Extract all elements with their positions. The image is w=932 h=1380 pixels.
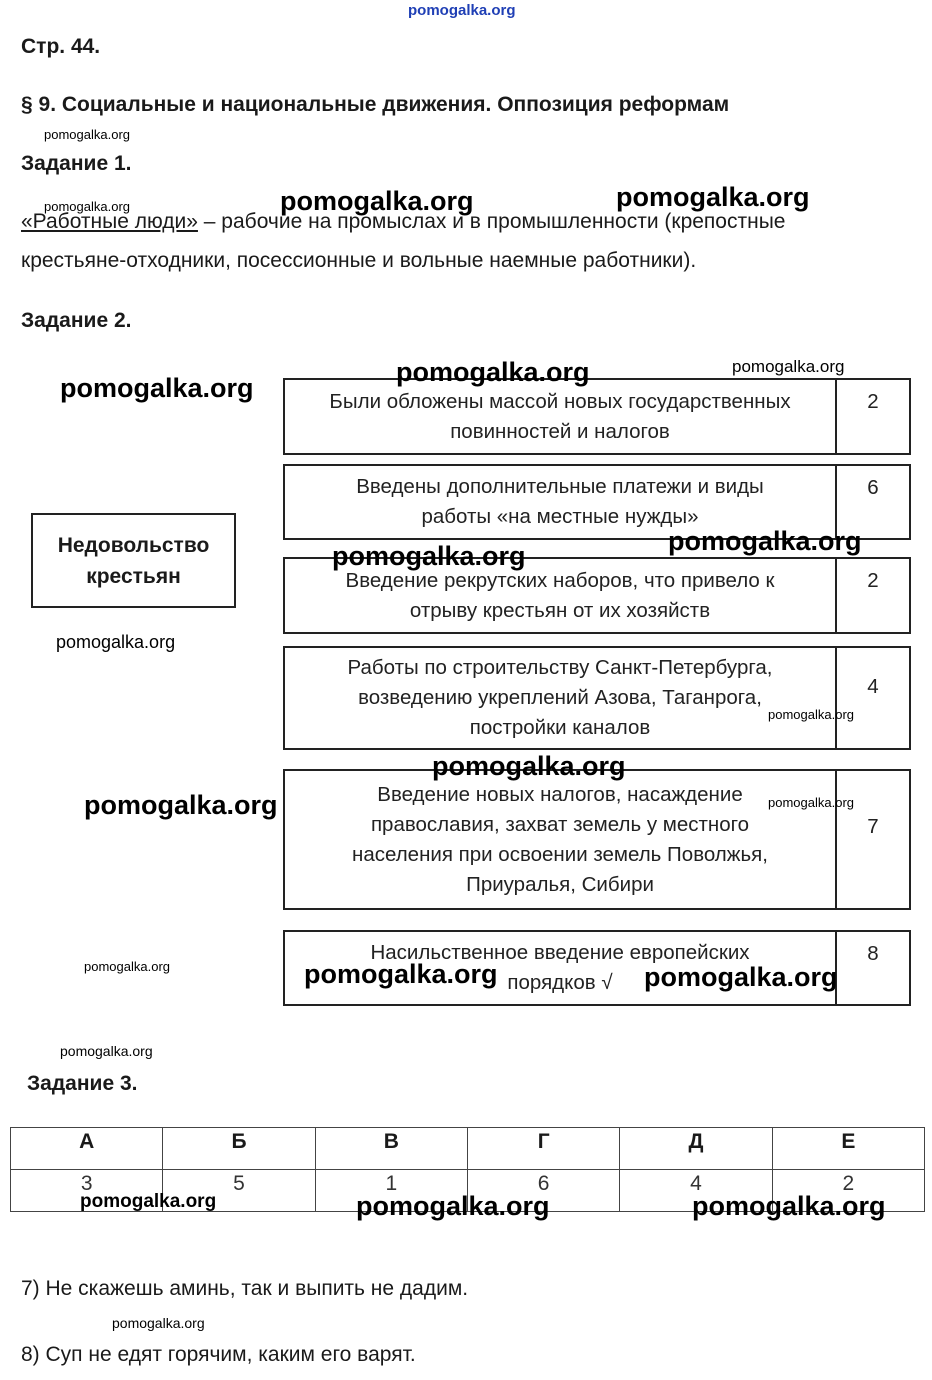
watermark-big: pomogalka.org: [356, 1191, 550, 1221]
item-text: [285, 380, 835, 453]
center-line-1: Недовольство: [57, 533, 210, 557]
watermark-big: pomogalka.org: [432, 751, 626, 781]
watermark-big: pomogalka.org: [280, 186, 474, 216]
task1-line1-rest: – рабочие на промыслах и в промышленности (крепостные: [197, 210, 786, 233]
proverb-8: 8) Суп не едят горячим, каким его варят.: [21, 1343, 416, 1366]
watermark-big: pomogalka.org: [616, 182, 810, 212]
watermark-big: pomogalka.org: [304, 959, 498, 989]
watermark-big: pomogalka.org: [396, 357, 590, 387]
watermark-small: pomogalka.org: [768, 707, 854, 722]
watermark-small: pomogalka.org: [112, 1315, 205, 1331]
item-line: порядков √: [507, 971, 613, 994]
item-number: 2: [835, 380, 909, 453]
item-line: Введение новых налогов, насаждение: [377, 782, 743, 806]
table-cell: 1: [315, 1170, 467, 1212]
task2-title: Задание 2.: [21, 309, 132, 332]
watermark-small: pomogalka.org: [732, 357, 845, 376]
item-line: постройки каналов: [469, 716, 651, 739]
watermark-big: pomogalka.org: [644, 962, 838, 992]
task1-term: «Работные люди»: [21, 210, 198, 233]
item-line: Введены дополнительные платежи и виды: [356, 475, 764, 498]
task1-line2: крестьяне-отходники, посессионные и вольные наемные работники).: [21, 249, 697, 272]
table-cell: 5: [163, 1170, 315, 1212]
table-header-row: [11, 1128, 925, 1170]
item-number: 2: [835, 559, 909, 632]
task1-title: Задание 1.: [21, 152, 132, 175]
item-line: повинностей и налогов: [450, 419, 670, 443]
item-number: 7: [835, 771, 909, 908]
table-cell: 4: [620, 1170, 772, 1212]
watermark-small: pomogalka.org: [56, 632, 176, 652]
center-line-2: крестьян: [86, 564, 181, 588]
table-header-cell: Б: [163, 1128, 315, 1170]
item-line: православия, захват земель у местного: [370, 812, 750, 836]
watermark-small: pomogalka.org: [84, 959, 170, 974]
watermark-big: pomogalka.org: [668, 526, 862, 556]
watermark-big: pomogalka.org: [692, 1191, 886, 1221]
item-line: отрыву крестьян от их хозяйств: [409, 598, 711, 622]
watermark-big: pomogalka.org: [60, 373, 254, 403]
watermark-big: pomogalka.org: [332, 541, 526, 571]
watermark-big: pomogalka.org: [84, 790, 278, 820]
item-text: [285, 771, 835, 908]
item-text: [285, 648, 835, 748]
item-box-4: [283, 646, 911, 750]
item-line: Приуралья, Сибири: [466, 872, 654, 896]
table-cell: 3: [11, 1170, 163, 1212]
watermark-small: pomogalka.org: [80, 1191, 217, 1212]
table-header-cell: Д: [620, 1128, 772, 1170]
item-line: возведению укреплений Азова, Таганрога,: [358, 686, 762, 709]
item-line: работы «на местные нужды»: [421, 505, 699, 528]
item-box-1: [283, 378, 911, 455]
item-line: населения при освоении земель Поволжья,: [352, 842, 768, 866]
proverb-7: 7) Не скажешь аминь, так и выпить не дадим.: [21, 1277, 469, 1300]
item-number: 8: [835, 932, 909, 1004]
watermark-small: pomogalka.org: [44, 127, 130, 142]
table-header-cell: Е: [772, 1128, 924, 1170]
section-title: § 9. Социальные и национальные движения. Оппозиция реформам: [21, 93, 730, 116]
watermark-small: pomogalka.org: [60, 1043, 153, 1059]
item-line: Введение рекрутских наборов, что привело к: [345, 568, 775, 592]
watermark-small: pomogalka.org: [44, 199, 130, 214]
table-header-cell: В: [315, 1128, 467, 1170]
table-header-cell: А: [11, 1128, 163, 1170]
center-box: [31, 513, 236, 608]
item-line: Были обложены массой новых государственных: [329, 389, 791, 413]
item-number: 6: [835, 466, 909, 538]
item-box-5: [283, 769, 911, 910]
item-line: Насильственное введение европейских: [370, 941, 750, 964]
table-header-cell: Г: [467, 1128, 619, 1170]
table-cell: 2: [772, 1170, 924, 1212]
watermark-small: pomogalka.org: [768, 795, 854, 810]
item-number: 4: [835, 648, 909, 748]
task3-title: Задание 3.: [27, 1072, 138, 1095]
watermark-top: pomogalka.org: [408, 2, 516, 19]
page-label: Стр. 44.: [21, 35, 101, 58]
table-cell: 6: [467, 1170, 619, 1212]
item-line: Работы по строительству Санкт-Петербурга,: [347, 656, 773, 679]
